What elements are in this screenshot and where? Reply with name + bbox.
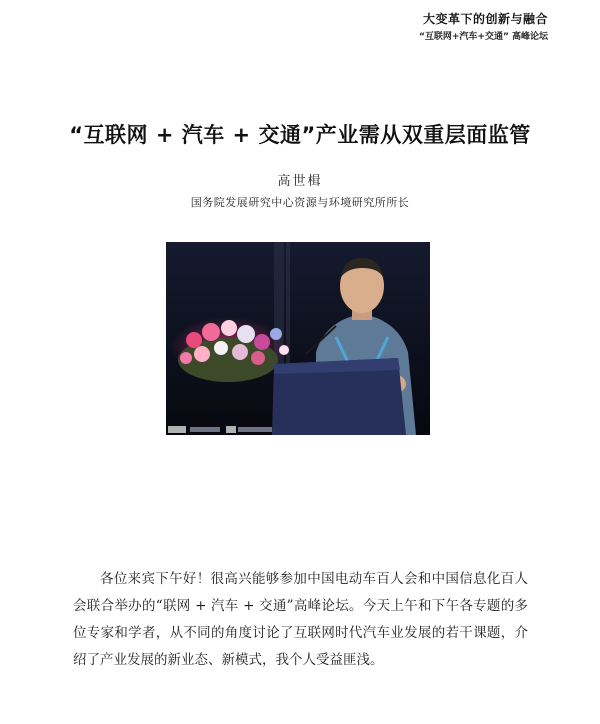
header-series-title: 大变革下的创新与融合 [422,12,548,26]
event-logos [168,426,272,433]
article-body [73,566,528,674]
running-header [419,10,548,42]
author-affiliation: 国务院发展研究中心资源与环境研究所所长 [190,196,410,209]
speaker-at-podium-image [166,242,430,435]
podium [272,358,406,435]
body-paragraph: 各位来宾下午好！很高兴能够参加中国电动车百人会和中国信息化百人会联合举办的“联网 + 汽车 + 交通”高峰论坛。今天上午和下午各专题的多位专家和学者，从不同的角度讨论了互联网时代汽车业发展的若干课题，介绍了产业发展的新业态、新模式，我个人受益匪浅。 [73,571,528,668]
header-forum-name: “互联网+汽车+交通” 高峰论坛 [418,32,548,42]
speaker-photo [166,242,430,435]
author-name: 高世楫 [277,174,323,189]
article-title: “互联网 + 汽车 + 交通”产业需从双重层面监管 [69,123,531,147]
